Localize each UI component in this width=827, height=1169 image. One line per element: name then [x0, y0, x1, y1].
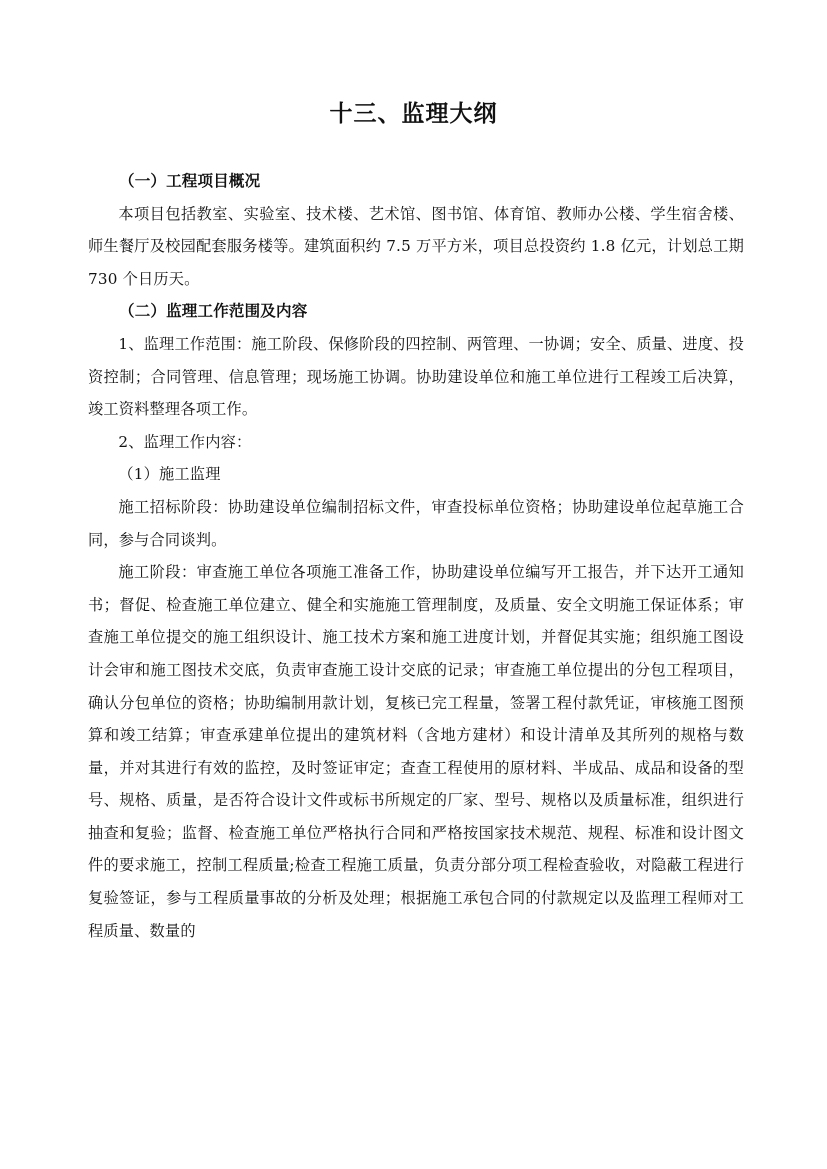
- section-heading-overview: （一）工程项目概况: [119, 172, 261, 190]
- document-body: [88, 165, 744, 947]
- section-heading-scope: （二）监理工作范围及内容: [119, 302, 308, 321]
- paragraph-bidding-stage: 施工招标阶段：协助建设单位编制招标文件，审查投标单位资格；协助建设单位起草施工合同，参与合同谈判。: [88, 497, 744, 549]
- paragraph-content-label: 2、监理工作内容：: [118, 432, 252, 451]
- paragraph-construction-stage: 施工阶段：审查施工单位各项施工准备工作，协助建设单位编写开工报告，并下达开工通知书；督促、检查施工单位建立、健全和实施施工管理制度，及质量、安全文明施工保证体系；审查施工单位提交的施工组织设计、施工技术方案和施工进度计划，并督促其实施；组织施工图设计会审和施工图技术交底，负责审查施工设计交底的记录；审查施工单位提出的分包工程项目，确认分包单位的资格；协助编制用款计划，复核已完工程量，签署工程付款凭证，审核施工图预算和竣工结算；审查承建单位提出的建筑材料（含地方建材）和设计清单及其所列的规格与数量，并对其进行有效的监控，及时签证审定；查查工程使用的原材料、半成品、成品和设备的型号、规格、质量，是否符合设计文件或标书所规定的厂家、型号、规格以及质量标准，组织进行抽查和复验；监督、检查施工单位严格执行合同和严格按国家技术规范、规程、标准和设计图文件的要求施工，控制工程质量;检查工程施工质量，负责分部分项工程检查验收，对隐蔽工程进行复验签证，参与工程质量事故的分析及处理；根据施工承包合同的付款规定以及监理工程师对工程质量、数量的: [88, 563, 744, 940]
- paragraph-overview: 本项目包括教室、实验室、技术楼、艺术馆、图书馆、体育馆、教师办公楼、学生宿舍楼、师生餐厅及校园配套服务楼等。建筑面积约 7.5 万平方米，项目总投资约 1.8 亿元，计划总工期 730 个日历天。: [88, 204, 744, 288]
- document-title: 十三、监理大纲: [329, 100, 498, 127]
- paragraph-construction-supervision: （1）施工监理: [118, 465, 221, 484]
- paragraph-scope: 1、监理工作范围：施工阶段、保修阶段的四控制、两管理、一协调；安全、质量、进度、投资控制；合同管理、信息管理；现场施工协调。协助建设单位和施工单位进行工程竣工后决算，竣工资料整理各项工作。: [88, 334, 744, 419]
